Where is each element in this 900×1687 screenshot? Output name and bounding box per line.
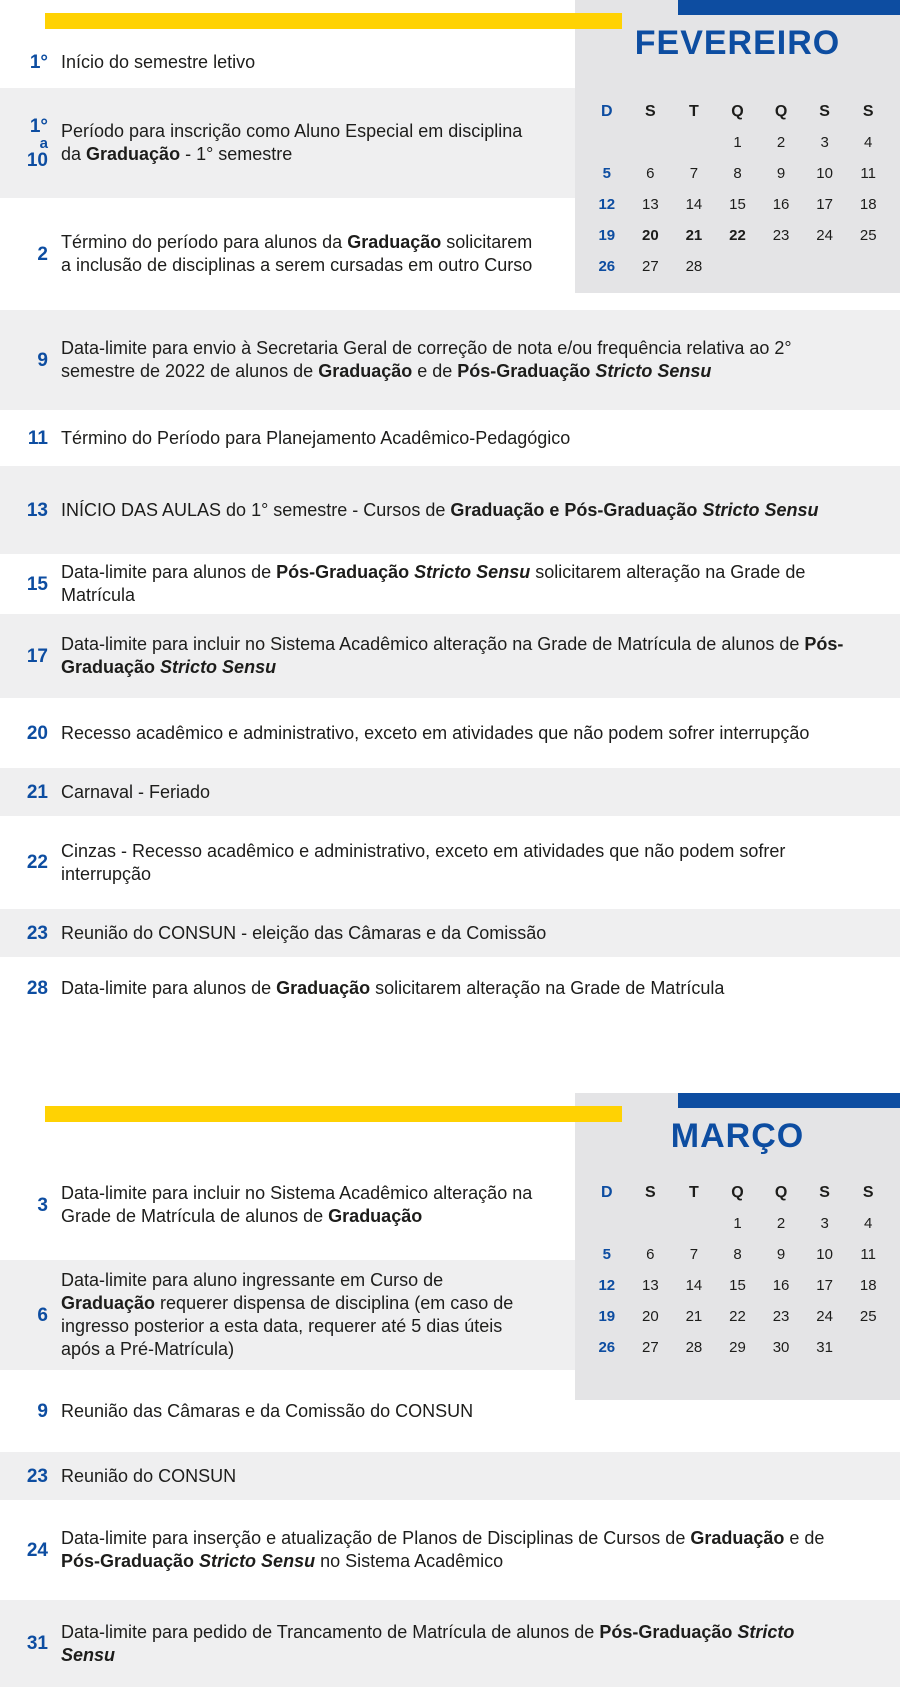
event-day-number: 22 [26,852,48,873]
calendar-date-cell: 13 [642,1277,659,1294]
calendar-empty-cell [585,127,629,158]
calendar-date-cell: 18 [859,1277,877,1294]
event-day-number: 23 [26,922,48,944]
section-divider-gap [0,1022,900,1093]
event-day-number: 24 [26,1539,48,1561]
calendar-date-cell: 23 [772,1308,790,1325]
calendar-date-cell: 30 [772,1339,790,1356]
event-day-number: 28 [26,978,48,999]
event-description: Início do semestre letivo [61,51,256,72]
calendar-date-cell: 26 [598,258,616,275]
event-day-number: 2 [37,243,48,265]
calendar-date-cell: 11 [860,1246,876,1263]
calendar-date-cell: 15 [729,1277,746,1294]
calendar-date-cell: 6 [646,1246,655,1263]
calendar-day-header: Q [731,1183,744,1201]
calendar-date-cell: 11 [860,165,876,182]
event-day-number: 1° [29,51,48,73]
event-day-number: 9 [37,1400,48,1422]
calendar-date-cell: 25 [859,227,877,244]
calendar-date-cell: 17 [816,196,833,213]
calendar-empty-cell [672,127,716,158]
calendar-date-cell: 27 [642,258,659,275]
event-description: Recesso acadêmico e administrativo, exceto em atividades que não podem sofrer interrupção [61,722,810,743]
calendar-date-cell: 19 [598,227,616,244]
calendar-date-cell: 25 [859,1308,877,1325]
calendar-date-cell: 28 [685,258,703,275]
event-row [0,816,900,909]
calendar-day-header: S [645,102,656,120]
calendar-date-cell: 21 [685,1308,703,1325]
event-row [0,1600,900,1687]
calendar-date-cell: 15 [729,196,746,213]
event-row [0,768,900,816]
calendar-day-header: S [862,1183,874,1201]
calendar-date-cell: 16 [772,196,790,213]
calendar-date-cell: 24 [816,227,833,244]
event-row [0,614,900,698]
calendar-date-cell: 8 [733,1246,742,1263]
calendar-day-header: T [689,1183,699,1201]
calendar-empty-cell [846,1332,890,1363]
calendar-date-cell: 4 [864,1215,873,1232]
event-description: Cinzas - Recesso acadêmico e administrativo, exceto em atividades que não podem sofrer interrupção [61,840,786,884]
calendar-date-cell: 28 [685,1339,703,1356]
calendar-date-cell: 14 [685,1277,703,1294]
event-day-number: 17 [26,645,48,667]
calendar-date-cell: 3 [820,1215,829,1232]
event-day-number: 21 [26,781,48,803]
event-day-number: 11 [27,427,48,449]
event-row [0,466,900,554]
event-day-number: 20 [26,722,48,744]
calendar-date-cell: 17 [816,1277,833,1294]
calendar-date-cell: 27 [642,1339,659,1356]
calendar-date-cell: 8 [733,165,742,182]
march-calendar-grid [575,1177,900,1363]
calendar-date-cell: 13 [642,196,659,213]
calendar-date-cell: 19 [598,1308,616,1325]
calendar-date-cell: 22 [729,227,746,244]
calendar-empty-cell [629,1208,673,1239]
february-calendar-panel [575,0,900,293]
calendar-date-cell: 1 [733,1215,742,1232]
calendar-date-cell: 29 [729,1339,746,1356]
event-day-number: 3 [37,1194,48,1216]
event-day-number: 31 [26,1633,48,1654]
calendar-day-header: S [645,1183,656,1201]
event-row [0,410,900,466]
calendar-date-cell: 21 [685,227,703,244]
calendar-empty-cell [716,251,760,282]
calendar-date-cell: 10 [816,1246,833,1263]
event-row [0,310,900,410]
calendar-date-cell: 20 [642,227,659,244]
event-day-number: 13 [26,499,48,521]
calendar-date-cell: 24 [816,1308,833,1325]
calendar-day-header: S [862,102,874,120]
calendar-date-cell: 7 [689,165,699,182]
event-description: Término do período para alunos da Graduação solicitarem a inclusão de disciplinas a serem cursadas em outro Curso [61,232,533,275]
calendar-empty-cell [629,127,673,158]
event-description: Data-limite para pedido de Trancamento de Matrícula de alunos de Pós-Graduação Stricto Sensu [61,1621,795,1665]
calendar-empty-cell [585,1208,629,1239]
event-row [0,1452,900,1500]
month-title: MARÇO [670,1117,805,1155]
event-description: Reunião do CONSUN - eleição das Câmaras e da Comissão [61,922,547,943]
event-day-number: 6 [37,1304,48,1326]
calendar-date-cell: 9 [776,165,786,182]
event-description: Data-limite para alunos de Graduação solicitarem alteração na Grade de Matrícula [61,978,725,998]
event-description: Data-limite para incluir no Sistema Acadêmico alteração na Grade de Matrícula de alunos de Graduação [61,1183,533,1226]
calendar-date-cell: 2 [776,1215,786,1232]
event-description: Término do Período para Planejamento Acadêmico-Pedagógico [61,427,571,448]
calendar-day-header: D [601,1183,613,1201]
event-description: Data-limite para alunos de Pós-Graduação Stricto Sensu solicitarem alteração na Grade de Matrícula [61,562,806,605]
calendar-date-cell: 9 [776,1246,786,1263]
calendar-empty-cell [846,251,890,282]
event-row [0,554,900,614]
calendar-date-cell: 22 [729,1308,746,1325]
event-row [0,698,900,768]
calendar-date-cell: 1 [733,134,742,151]
calendar-date-cell: 18 [859,196,877,213]
calendar-date-cell: 23 [772,227,790,244]
calendar-date-cell: 12 [598,1277,616,1294]
calendar-date-cell: 26 [598,1339,616,1356]
event-description: Data-limite para aluno ingressante em Curso de Graduação requerer dispensa de disciplina (em caso de ingresso posterior a esta data, requerer até 5 dias úteis após a Pré-Matrícula) [61,1270,514,1359]
calendar-day-header: S [819,1183,830,1201]
calendar-date-cell: 10 [816,165,833,182]
event-description: Período para inscrição como Aluno Especial em disciplina da Graduação - 1° semestre [61,121,523,164]
blue-accent-bar [678,1093,900,1108]
calendar-day-header: Q [774,1183,788,1201]
calendar-empty-cell [759,251,803,282]
yellow-accent-bar [45,13,622,29]
calendar-date-cell: 31 [816,1339,833,1356]
calendar-date-cell: 14 [685,196,703,213]
event-description: Data-limite para inserção e atualização de Planos de Disciplinas de Cursos de Graduação e de Pós-Graduação Stricto Sensu no Sistema Acadêmico [61,1528,825,1571]
calendar-date-cell: 12 [598,196,616,213]
event-row [0,1500,900,1600]
calendar-date-cell: 6 [646,165,655,182]
event-day-number: 15 [26,573,48,595]
calendar-date-cell: 3 [820,134,829,151]
event-day-number: 9 [37,349,48,371]
calendar-day-header: S [819,102,830,120]
event-description: INÍCIO DAS AULAS do 1° semestre - Cursos de Graduação e Pós-Graduação Stricto Sensu [61,499,819,520]
calendar-empty-cell [672,1208,716,1239]
calendar-day-header: Q [774,102,788,120]
calendar-day-header: Q [731,102,744,120]
calendar-day-header: D [601,102,613,120]
calendar-date-cell: 4 [864,134,873,151]
event-description: Reunião do CONSUN [61,1465,237,1486]
calendar-date-cell: 5 [602,1246,611,1263]
calendar-date-cell: 7 [689,1246,699,1263]
calendar-day-header: T [689,102,699,120]
event-description: Reunião das Câmaras e da Comissão do CONSUN [61,1400,474,1421]
calendar-date-cell: 16 [772,1277,790,1294]
calendar-date-cell: 2 [776,134,786,151]
yellow-accent-bar [45,1106,622,1122]
month-title: FEVEREIRO [634,24,841,62]
calendar-date-cell: 20 [642,1308,659,1325]
march-calendar-panel [575,1093,900,1400]
event-day-number: 1° a 10 [26,115,48,171]
calendar-date-cell: 5 [602,165,611,182]
february-calendar-grid [575,96,900,282]
event-description: Data-limite para incluir no Sistema Acadêmico alteração na Grade de Matrícula de alunos de Pós-Graduação Stricto Sensu [61,634,844,677]
event-day-number: 23 [26,1465,48,1487]
event-description: Data-limite para envio à Secretaria Geral de correção de nota e/ou frequência relativa ao 2° semestre de 2022 de alunos de Graduação e de Pós-Graduação Stricto Sensu [61,338,792,381]
march-section [0,1093,900,1687]
calendar-empty-cell [803,251,847,282]
event-row [0,957,900,1020]
event-row [0,909,900,957]
event-description: Carnaval - Feriado [61,781,211,802]
blue-accent-bar [678,0,900,15]
